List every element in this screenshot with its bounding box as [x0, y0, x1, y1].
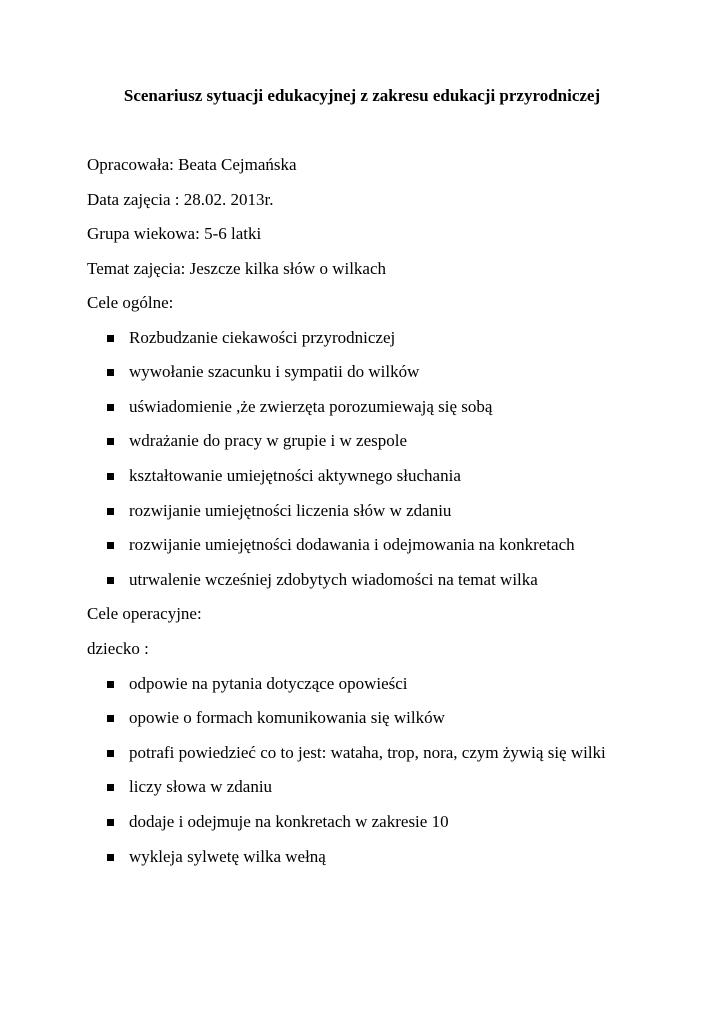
- square-bullet-icon: [107, 335, 114, 342]
- square-bullet-icon: [107, 715, 114, 722]
- square-bullet-icon: [107, 750, 114, 757]
- square-bullet-icon: [107, 542, 114, 549]
- document-page: Scenariusz sytuacji edukacyjnej z zakresu edukacji przyrodniczej Opracowała: Beata Cejmańska Data zajęcia : 28.02. 2013r. Grupa wiekowa: 5-6 latki Temat zajęcia: Jeszcze kilka słów o wilkach Cele ogólne: Rozbudzanie ciekawości przyrodniczej wywołanie szacunku i sympatii do wilków uświadomienie ,że zwierzęta porozumiewają się sobą wdrażanie do pracy w grupie i w zespole kształtowanie umiejętności aktywnego słuchania rozwijanie umiejętności liczenia słów w zdaniu rozwijanie umiejętności dodawania i odejmowania na konkretach utrwalenie wcześniej zdobytych wiadomości na temat wilka Cele operacyjne: dziecko : odpowie na pytania dotyczące opowieści opowie o formach komunikowania się wilków potrafi powiedzieć co to jest: wataha, trop, nora, czym żywią się wilki liczy słowa w zdaniu dodaje i odejmuje na konkretach w zakresie 10 wykleja sylwetę wilka wełną: [0, 0, 724, 1024]
- age-group-line: Grupa wiekowa: 5-6 latki: [87, 224, 262, 243]
- square-bullet-icon: [107, 681, 114, 688]
- square-bullet-icon: [107, 404, 114, 411]
- document-title: Scenariusz sytuacji edukacyjnej z zakresu edukacji przyrodniczej: [123, 86, 601, 105]
- square-bullet-icon: [107, 577, 114, 584]
- general-goals-heading: Cele ogólne:: [87, 293, 174, 312]
- square-bullet-icon: [107, 438, 114, 445]
- operational-goals-subheading: dziecko :: [87, 639, 149, 658]
- square-bullet-icon: [107, 854, 114, 861]
- square-bullet-icon: [107, 508, 114, 515]
- square-bullet-icon: [107, 784, 114, 791]
- square-bullet-icon: [107, 819, 114, 826]
- square-bullet-icon: [107, 369, 114, 376]
- square-bullet-icon: [107, 473, 114, 480]
- topic-line: Temat zajęcia: Jeszcze kilka słów o wilkach: [87, 259, 387, 278]
- date-line: Data zajęcia : 28.02. 2013r.: [87, 190, 274, 209]
- author-line: Opracowała: Beata Cejmańska: [87, 155, 297, 174]
- operational-goals-heading: Cele operacyjne:: [87, 604, 202, 623]
